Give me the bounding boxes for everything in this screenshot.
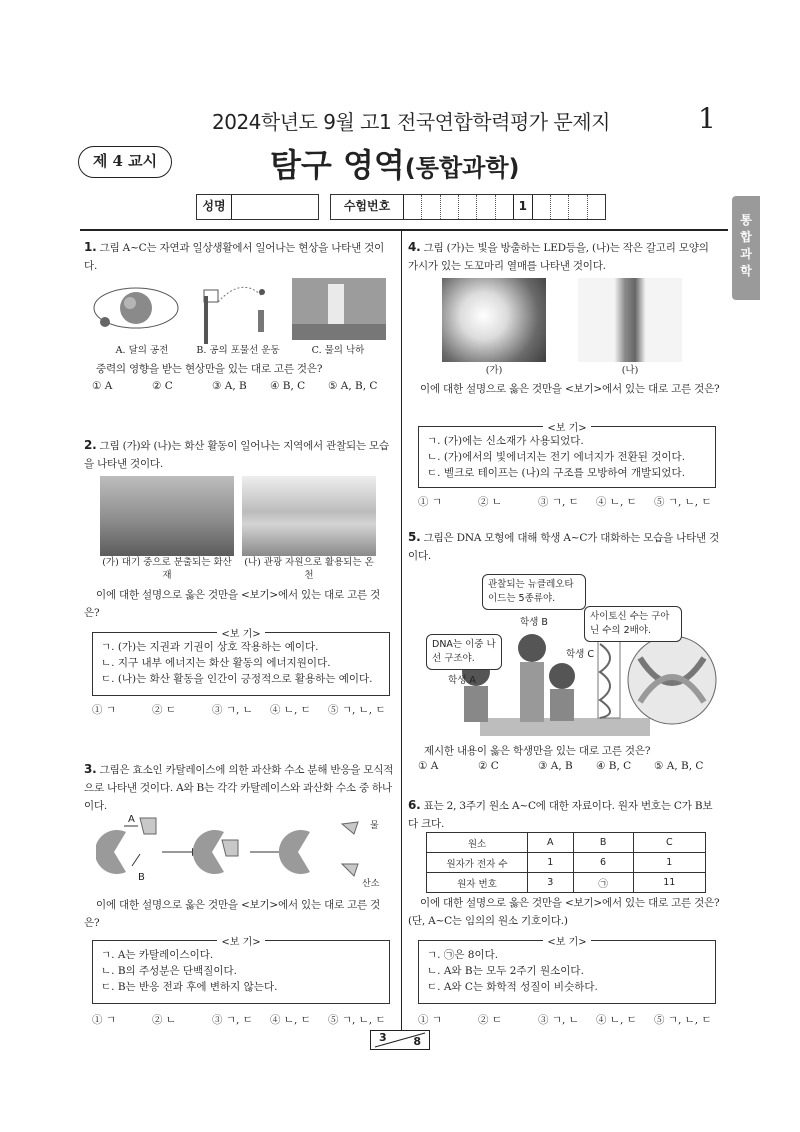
exam-number-label: 수험번호 [331,195,404,219]
page-current: 3 [379,1031,387,1044]
q5-bubble-c: 사이토신 수는 구아닌 수의 2배야. [584,606,682,642]
q4-choice-4[interactable]: ④ ㄴ, ㄷ [596,496,637,508]
q2-caption-a: (가) 대기 중으로 분출되는 화산재 [102,557,232,581]
table-header-row [427,833,706,853]
question-6-prompt: 이에 대한 설명으로 옳은 것만을 <보기>에서 있는 대로 고른 것은? (단, A~C는 임의의 원소 기호이다.) [408,897,720,927]
name-label: 성명 [197,195,232,219]
question-5-choices [418,760,718,772]
q5-choice-5[interactable]: ⑤ A, B, C [654,760,704,772]
table-row [427,873,706,893]
question-4-choices [418,494,718,509]
q3-label-water: 물 [370,821,379,831]
table-cell: 원자가 전자 수 [427,853,528,873]
q2-choice-2[interactable]: ② ㄷ [152,704,176,716]
q2-bogi-title: <보 기> [217,629,264,640]
q5-choice-2[interactable]: ② C [478,760,499,772]
q5-student-a-label: 학생 A [448,675,476,686]
exam-number-box [330,194,606,220]
q4-bogi-item-1: ㄱ. (가)에는 신소재가 사용되었다. [427,435,584,447]
question-6 [408,796,720,833]
q3-choice-5[interactable]: ⑤ ㄱ, ㄴ, ㄷ [328,1014,386,1026]
q4-choice-2[interactable]: ② ㄴ [478,496,502,508]
q3-bogi-title: <보 기> [217,937,264,948]
q2-choice-1[interactable]: ① ㄱ [92,704,116,716]
q1-caption-c: C. 물의 낙하 [311,345,365,356]
q5-choice-4[interactable]: ④ B, C [596,760,632,772]
q3-bogi-item-3: ㄷ. B는 반응 전과 후에 변하지 않는다. [101,981,278,993]
name-box [196,194,319,220]
question-1-prompt: 중력의 영향을 받는 현상만을 있는 대로 고른 것은? [96,363,323,375]
q6-bogi-item-3: ㄷ. A와 C는 화학적 성질이 비슷하다. [427,981,598,993]
q4-choice-1[interactable]: ① ㄱ [418,496,442,508]
side-tab-label: 통합과학 [740,213,752,278]
q2-choice-4[interactable]: ④ ㄴ, ㄷ [270,704,311,716]
question-4 [408,238,720,275]
q3-label-oxygen: 산소 [362,879,380,889]
table-header-cell: 원소 [427,833,528,853]
question-3 [84,760,394,815]
question-6-choices [418,1012,718,1027]
q1-choice-2[interactable]: ② C [152,380,173,392]
q1-caption-a: A. 달의 공전 [115,345,169,356]
table-cell: 6 [573,853,633,873]
question-2-prompt: 이에 대한 설명으로 옳은 것만을 <보기>에서 있는 대로 고른 것은? [84,589,381,619]
table-cell: 11 [633,873,705,893]
question-1-text: 그림 A~C는 자연과 일상생활에서 일어나는 현상을 나타낸 것이다. [84,242,385,272]
table-header-cell: A [528,833,574,853]
q5-bubble-a: DNA는 이중 나선 구조야. [426,634,502,670]
q2-bogi-item-3: ㄷ. (나)는 화산 활동을 인간이 긍정적으로 활용하는 예이다. [101,673,373,685]
question-1-choices [92,380,392,392]
q3-choice-3[interactable]: ③ ㄱ, ㄷ [212,1014,253,1026]
q2-image-volcano [100,476,234,556]
q3-label-b: B [138,872,145,883]
q4-choice-5[interactable]: ⑤ ㄱ, ㄴ, ㄷ [654,496,712,508]
q1-diagram [92,278,390,344]
table-header-cell: B [573,833,633,853]
q6-bogi-item-2: ㄴ. A와 B는 모두 2주기 원소이다. [427,965,584,977]
q4-bogi-item-3: ㄷ. 벨크로 테이프는 (나)의 구조를 모방하여 개발되었다. [427,467,686,479]
q5-choice-3[interactable]: ③ A, B [538,760,573,772]
q4-bogi-title: <보 기> [543,423,590,434]
q6-bogi-title: <보 기> [543,937,590,948]
q6-choice-3[interactable]: ③ ㄱ, ㄴ [538,1014,579,1026]
page-number: 1 [698,102,716,135]
question-5-prompt: 제시한 내용이 옳은 학생만을 있는 대로 고른 것은? [424,745,651,757]
q3-choice-1[interactable]: ① ㄱ [92,1014,116,1026]
q1-choice-4[interactable]: ④ B, C [270,380,306,392]
table-cell: 1 [528,853,574,873]
q6-choice-4[interactable]: ④ ㄴ, ㄷ [596,1014,637,1026]
question-1 [84,238,394,275]
q2-bogi-box [92,629,390,696]
q6-bogi-item-1: ㄱ. ㉠은 8이다. [427,949,499,961]
q6-choice-5[interactable]: ⑤ ㄱ, ㄴ, ㄷ [654,1014,712,1026]
question-6-number: 6. [408,798,421,812]
subject-main: 탐구 영역 [270,146,405,184]
question-5-text: 그림은 DNA 모형에 대해 학생 A~C가 대화하는 모습을 나타낸 것이다. [408,532,720,562]
table-cell: 3 [528,873,574,893]
period-label: 제 4 교시 [92,152,158,170]
q5-choice-1[interactable]: ① A [418,760,439,772]
q4-caption-b: (나) [621,365,639,376]
q5-student-c-label: 학생 C [566,649,595,660]
subject-sub: (통합과학) [404,154,520,182]
q3-choice-2[interactable]: ② ㄴ [152,1014,176,1026]
q3-label-a: A [128,814,135,825]
table-cell: ㉠ [573,873,633,893]
question-3-choices [92,1012,392,1027]
q4-bogi-box [418,423,716,488]
question-2-choices [92,702,392,717]
q2-choice-3[interactable]: ③ ㄱ, ㄴ [212,704,253,716]
subject-side-tab [732,196,760,300]
q6-choice-2[interactable]: ② ㄷ [478,1014,502,1026]
q4-caption-a: (가) [485,365,503,376]
table-header-cell: C [633,833,705,853]
q2-caption-b: (나) 관광 자원으로 활용되는 온천 [244,557,374,581]
q2-bogi-item-2: ㄴ. 지구 내부 에너지는 화산 활동의 에너지원이다. [101,657,331,669]
q6-table [426,832,706,893]
question-5 [408,528,720,565]
q3-choice-4[interactable]: ④ ㄴ, ㄷ [270,1014,311,1026]
q2-choice-5[interactable]: ⑤ ㄱ, ㄴ, ㄷ [328,704,386,716]
q3-bogi-item-2: ㄴ. B의 주성분은 단백질이다. [101,965,237,977]
subject-title [270,140,519,186]
table-cell: 1 [633,853,705,873]
q1-choice-5[interactable]: ⑤ A, B, C [328,380,378,392]
exam-number-cells[interactable] [404,195,605,219]
table-row [427,853,706,873]
q3-bogi-box [92,937,390,1004]
table-cell: 원자 번호 [427,873,528,893]
q1-caption-b: B. 공의 포물선 운동 [196,345,280,356]
q3-bogi-item-1: ㄱ. A는 카탈레이스이다. [101,949,214,961]
question-2-text: 그림 (가)와 (나)는 화산 활동이 일어나는 지역에서 관찰되는 모습을 나타낸 것이다. [84,440,389,470]
question-6-text: 표는 2, 3주기 원소 A~C에 대한 자료이다. 원자 번호는 C가 B보다 크다. [408,800,713,830]
question-2-number: 2. [84,438,97,452]
question-4-number: 4. [408,240,421,254]
q5-bubble-b: 관찰되는 뉴클레오타이드는 5종류야. [482,574,586,610]
question-4-prompt: 이에 대한 설명으로 옳은 것만을 <보기>에서 있는 대로 고른 것은? [420,383,720,395]
question-4-text: 그림 (가)는 빛을 방출하는 LED등을, (나)는 작은 갈고리 모양의 가시가 있는 도꼬마리 열매를 나타낸 것이다. [408,242,709,272]
exam-title: 2024학년도 9월 고1 전국연합학력평가 문제지 [212,110,610,134]
page-total: 8 [413,1035,421,1048]
exam-number-digit: 1 [514,195,532,219]
q2-bogi-item-1: ㄱ. (가)는 지권과 기권이 상호 작용하는 예이다. [101,641,319,653]
question-3-text: 그림은 효소인 카탈레이스에 의한 과산화 수소 분해 반응을 모식적으로 나타낸 것이다. A와 B는 각각 카탈레이스와 과산화 수소 중 하나이다. [84,764,394,812]
page-indicator [370,1030,430,1050]
question-5-number: 5. [408,530,421,544]
name-input[interactable] [232,195,318,219]
q1-choice-1[interactable]: ① A [92,380,113,392]
question-1-number: 1. [84,240,97,254]
q4-bogi-item-2: ㄴ. (가)에서의 빛에너지는 전기 에너지가 전환된 것이다. [427,451,686,463]
q4-choice-3[interactable]: ③ ㄱ, ㄷ [538,496,579,508]
q4-image-cocklebur [578,278,682,362]
q6-choice-1[interactable]: ① ㄱ [418,1014,442,1026]
question-3-prompt: 이에 대한 설명으로 옳은 것만을 <보기>에서 있는 대로 고른 것은? [84,899,381,929]
q5-student-b-label: 학생 B [520,617,548,628]
q2-image-hotspring [242,476,376,556]
q1-choice-3[interactable]: ③ A, B [212,380,247,392]
q1-figure [92,278,390,344]
question-3-number: 3. [84,762,97,776]
q6-bogi-box [418,937,716,1004]
q4-image-led [442,278,546,362]
header-rule [80,229,728,231]
period-badge [78,146,172,178]
column-divider [401,231,402,1031]
question-2 [84,436,394,473]
